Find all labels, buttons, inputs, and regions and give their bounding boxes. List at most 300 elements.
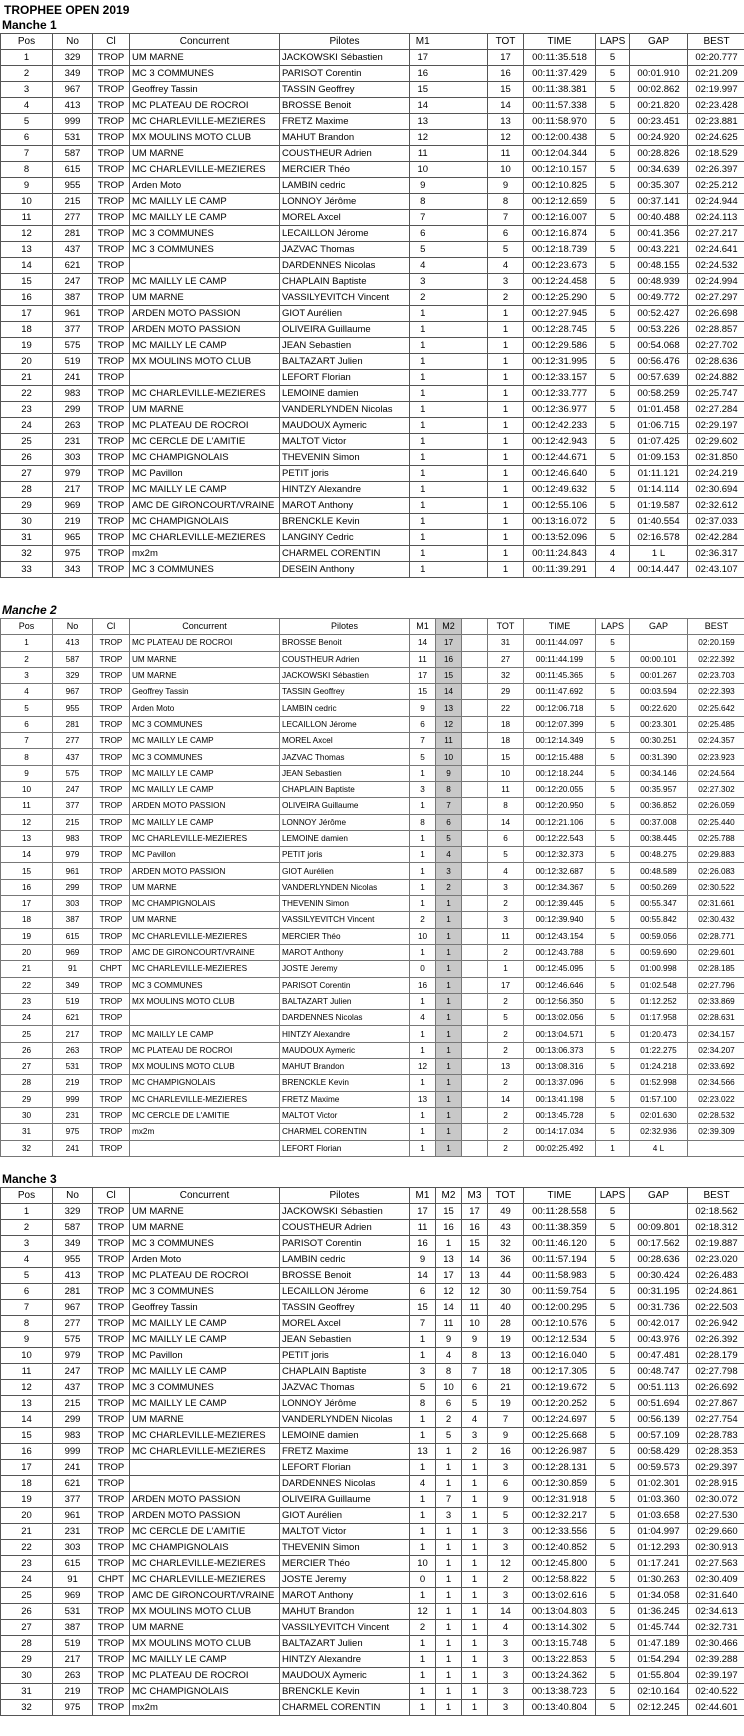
cell-m1: 1 (410, 1524, 436, 1540)
cell-m3: 6 (462, 1380, 488, 1396)
cell-tot: 36 (488, 1252, 524, 1268)
cell-best: 02:22.392 (688, 651, 744, 667)
cell-pos: 5 (1, 700, 53, 716)
cell-tot: 15 (488, 749, 524, 765)
cell-best: 02:42.284 (688, 530, 744, 546)
cell-time: 00:12:20.252 (524, 1396, 596, 1412)
cell-m3 (462, 354, 488, 370)
cell-tot: 3 (488, 1700, 524, 1716)
cell-best: 02:18.529 (688, 146, 744, 162)
table-row (1, 1332, 744, 1348)
cell-concurrent: MC CERCLE DE L'AMITIE (130, 1107, 280, 1123)
cell-best: 02:28.857 (688, 322, 744, 338)
cell-cl: TROP (93, 1124, 130, 1140)
cell-best: 02:26.698 (688, 306, 744, 322)
cell-best: 02:27.796 (688, 977, 744, 993)
cell-m2: 1 (436, 961, 462, 977)
cell-no: 377 (53, 798, 93, 814)
cell-best: 02:43.107 (688, 562, 744, 578)
cell-tot: 31 (488, 635, 524, 651)
cell-best: 02:24.994 (688, 274, 744, 290)
cell-m1: 1 (410, 1428, 436, 1444)
cell-gap: 00:35.957 (630, 781, 688, 797)
cell-time: 00:12:26.987 (524, 1444, 596, 1460)
cell-best: 02:23.923 (688, 749, 744, 765)
cell-pilotes: PETIT joris (280, 466, 410, 482)
cell-cl: TROP (93, 1236, 130, 1252)
cell-no: 975 (53, 1124, 93, 1140)
cell-m3 (462, 1124, 488, 1140)
cell-gap: 00:43.221 (630, 242, 688, 258)
cell-time: 00:12:00.295 (524, 1300, 596, 1316)
cell-m1: 15 (410, 1300, 436, 1316)
cell-m3 (462, 847, 488, 863)
cell-laps: 5 (596, 863, 630, 879)
cell-pilotes: LAMBIN cedric (280, 1252, 410, 1268)
cell-cl: TROP (93, 146, 130, 162)
cell-tot: 30 (488, 1284, 524, 1300)
cell-m3: 10 (462, 1316, 488, 1332)
cell-cl: TROP (93, 716, 130, 732)
header-m2 (436, 34, 462, 50)
cell-cl: TROP (93, 370, 130, 386)
cell-laps: 5 (596, 1572, 630, 1588)
cell-pilotes: TASSIN Geoffrey (280, 1300, 410, 1316)
cell-m3: 1 (462, 1476, 488, 1492)
cell-gap (630, 1204, 688, 1220)
cell-laps: 5 (596, 82, 630, 98)
cell-pilotes: FRETZ Maxime (280, 1444, 410, 1460)
cell-time: 00:11:24.843 (524, 546, 596, 562)
cell-pilotes: MALTOT Victor (280, 1524, 410, 1540)
cell-pilotes: TASSIN Geoffrey (280, 684, 410, 700)
cell-time: 00:13:24.362 (524, 1668, 596, 1684)
cell-no: 387 (53, 1620, 93, 1636)
cell-gap: 00:48.747 (630, 1364, 688, 1380)
cell-m2 (436, 498, 462, 514)
cell-no: 437 (53, 1380, 93, 1396)
cell-best: 02:23.428 (688, 98, 744, 114)
cell-cl: TROP (93, 1332, 130, 1348)
cell-tot: 19 (488, 1396, 524, 1412)
cell-cl: TROP (93, 194, 130, 210)
cell-m3 (462, 928, 488, 944)
cell-laps: 5 (596, 1075, 630, 1091)
cell-m1: 1 (410, 847, 436, 863)
cell-tot: 1 (488, 386, 524, 402)
cell-laps: 5 (596, 1396, 630, 1412)
cell-time: 00:12:32.687 (524, 863, 596, 879)
cell-cl: TROP (93, 322, 130, 338)
cell-m2: 1 (436, 1620, 462, 1636)
cell-concurrent: AMC DE GIRONCOURT/VRAINE (130, 944, 280, 960)
cell-time: 00:13:14.302 (524, 1620, 596, 1636)
cell-m3 (462, 338, 488, 354)
table-row (1, 1124, 744, 1140)
cell-m2: 17 (436, 635, 462, 651)
cell-no: 277 (53, 210, 93, 226)
cell-time: 00:11:58.983 (524, 1268, 596, 1284)
cell-gap: 01:09.153 (630, 450, 688, 466)
cell-m1: 14 (410, 1268, 436, 1284)
cell-pos: 13 (1, 1396, 53, 1412)
cell-laps: 5 (596, 274, 630, 290)
cell-m2 (436, 258, 462, 274)
cell-m2: 15 (436, 1204, 462, 1220)
cell-no: 413 (53, 98, 93, 114)
cell-pos: 21 (1, 961, 53, 977)
cell-laps: 4 (596, 562, 630, 578)
header-concurrent: Concurrent (130, 1188, 280, 1204)
cell-pilotes: HINTZY Alexandre (280, 1652, 410, 1668)
cell-no: 217 (53, 482, 93, 498)
cell-pilotes: BROSSE Benoit (280, 635, 410, 651)
cell-concurrent: mx2m (130, 1124, 280, 1140)
cell-concurrent: UM MARNE (130, 912, 280, 928)
header-no: No (53, 1188, 93, 1204)
cell-cl: TROP (93, 1684, 130, 1700)
cell-laps: 5 (596, 1412, 630, 1428)
table-row (1, 716, 744, 732)
cell-cl: TROP (93, 1042, 130, 1058)
cell-pos: 19 (1, 928, 53, 944)
cell-no: 961 (53, 863, 93, 879)
cell-m2: 1 (436, 1107, 462, 1123)
table-row (1, 1668, 744, 1684)
cell-cl: TROP (93, 1540, 130, 1556)
cell-pos: 23 (1, 402, 53, 418)
cell-gap: 00:01.267 (630, 667, 688, 683)
table-row (1, 1220, 744, 1236)
cell-cl: TROP (93, 258, 130, 274)
table-row (1, 1444, 744, 1460)
cell-tot: 3 (488, 1460, 524, 1476)
cell-m3: 9 (462, 1332, 488, 1348)
cell-time: 00:13:22.853 (524, 1652, 596, 1668)
cell-pos: 7 (1, 1300, 53, 1316)
cell-cl: TROP (93, 733, 130, 749)
header-laps: LAPS (596, 619, 630, 635)
cell-m1: 7 (410, 733, 436, 749)
cell-laps: 5 (596, 1332, 630, 1348)
cell-no: 343 (53, 562, 93, 578)
cell-m2 (436, 338, 462, 354)
cell-pilotes: VASSILYEVITCH Vincent (280, 1620, 410, 1636)
cell-no: 91 (53, 961, 93, 977)
header-best: BEST (688, 34, 744, 50)
cell-time: 00:12:34.367 (524, 879, 596, 895)
cell-time: 00:12:55.106 (524, 498, 596, 514)
cell-best: 02:24.625 (688, 130, 744, 146)
cell-time: 00:12:32.373 (524, 847, 596, 863)
cell-best: 02:23.881 (688, 114, 744, 130)
cell-no: 413 (53, 635, 93, 651)
cell-best: 02:26.392 (688, 1332, 744, 1348)
table-header-row (1, 34, 744, 50)
cell-laps: 5 (596, 178, 630, 194)
cell-pilotes: TASSIN Geoffrey (280, 82, 410, 98)
cell-tot: 2 (488, 1075, 524, 1091)
cell-cl: TROP (93, 498, 130, 514)
cell-time: 00:12:27.945 (524, 306, 596, 322)
cell-pos: 14 (1, 1412, 53, 1428)
cell-no: 349 (53, 1236, 93, 1252)
cell-no: 983 (53, 830, 93, 846)
cell-gap: 00:42.017 (630, 1316, 688, 1332)
cell-gap: 00:23.451 (630, 114, 688, 130)
cell-best: 02:34.613 (688, 1604, 744, 1620)
cell-laps: 5 (596, 667, 630, 683)
cell-best: 02:24.357 (688, 733, 744, 749)
cell-cl: TROP (93, 210, 130, 226)
cell-m1: 1 (410, 338, 436, 354)
cell-tot: 13 (488, 1348, 524, 1364)
cell-m2: 1 (436, 1010, 462, 1026)
cell-no: 955 (53, 1252, 93, 1268)
cell-m2: 1 (436, 944, 462, 960)
cell-m2 (436, 82, 462, 98)
cell-no: 231 (53, 434, 93, 450)
cell-m3 (462, 700, 488, 716)
cell-pos: 13 (1, 242, 53, 258)
cell-no: 329 (53, 667, 93, 683)
cell-pos: 30 (1, 1668, 53, 1684)
cell-best: 02:29.601 (688, 944, 744, 960)
cell-time: 00:12:33.556 (524, 1524, 596, 1540)
cell-best: 02:27.284 (688, 402, 744, 418)
table-row (1, 1284, 744, 1300)
cell-gap: 00:51.694 (630, 1396, 688, 1412)
cell-best: 02:20.159 (688, 635, 744, 651)
cell-best: 02:36.317 (688, 546, 744, 562)
cell-m1: 5 (410, 242, 436, 258)
cell-best: 02:26.397 (688, 162, 744, 178)
cell-tot: 6 (488, 1476, 524, 1492)
cell-best: 02:24.219 (688, 466, 744, 482)
cell-time: 00:12:45.800 (524, 1556, 596, 1572)
cell-m1: 1 (410, 306, 436, 322)
table-row (1, 290, 744, 306)
cell-m1: 1 (410, 879, 436, 895)
cell-best: 02:39.197 (688, 1668, 744, 1684)
cell-gap: 00:21.820 (630, 98, 688, 114)
cell-m2 (436, 50, 462, 66)
cell-laps: 5 (596, 1428, 630, 1444)
cell-m1: 1 (410, 450, 436, 466)
cell-m1: 1 (410, 322, 436, 338)
table-row (1, 402, 744, 418)
cell-cl: TROP (93, 1476, 130, 1492)
cell-no: 329 (53, 1204, 93, 1220)
cell-m1: 4 (410, 258, 436, 274)
cell-m3 (462, 879, 488, 895)
cell-concurrent: MC PLATEAU DE ROCROI (130, 1042, 280, 1058)
cell-concurrent: UM MARNE (130, 651, 280, 667)
cell-concurrent: mx2m (130, 546, 280, 562)
cell-m2: 1 (436, 1652, 462, 1668)
cell-tot: 8 (488, 798, 524, 814)
cell-pilotes: BRENCKLE Kevin (280, 514, 410, 530)
cell-m3 (462, 798, 488, 814)
cell-tot: 2 (488, 1026, 524, 1042)
cell-m2 (436, 322, 462, 338)
cell-m2 (436, 450, 462, 466)
cell-m1: 7 (410, 1316, 436, 1332)
header-cl: Cl (93, 619, 130, 635)
cell-m3 (462, 402, 488, 418)
cell-m3 (462, 82, 488, 98)
cell-laps: 5 (596, 242, 630, 258)
cell-concurrent: Arden Moto (130, 178, 280, 194)
table-row (1, 1556, 744, 1572)
cell-m1: 16 (410, 977, 436, 993)
cell-tot: 3 (488, 1636, 524, 1652)
cell-tot: 32 (488, 1236, 524, 1252)
cell-m1: 1 (410, 896, 436, 912)
cell-pilotes: GIOT Aurélien (280, 863, 410, 879)
cell-time: 00:12:04.344 (524, 146, 596, 162)
cell-laps: 5 (596, 749, 630, 765)
cell-pilotes: LEFORT Florian (280, 1460, 410, 1476)
cell-pos: 7 (1, 146, 53, 162)
table-row (1, 1428, 744, 1444)
cell-tot: 3 (488, 912, 524, 928)
cell-laps: 5 (596, 50, 630, 66)
cell-best: 02:24.882 (688, 370, 744, 386)
cell-pos: 21 (1, 1524, 53, 1540)
cell-tot: 1 (488, 306, 524, 322)
cell-m2: 9 (436, 765, 462, 781)
cell-cl: TROP (93, 1668, 130, 1684)
cell-m3 (462, 912, 488, 928)
cell-m2: 8 (436, 781, 462, 797)
cell-cl: TROP (93, 944, 130, 960)
header-m2: M2 (436, 619, 462, 635)
cell-pos: 1 (1, 50, 53, 66)
cell-pilotes: MOREL Axcel (280, 733, 410, 749)
cell-m2: 3 (436, 863, 462, 879)
cell-m2: 1 (436, 1668, 462, 1684)
cell-laps: 5 (596, 434, 630, 450)
cell-pilotes: JAZVAC Thomas (280, 242, 410, 258)
cell-gap: 00:54.068 (630, 338, 688, 354)
cell-gap: 01:24.218 (630, 1059, 688, 1075)
cell-tot: 2 (488, 896, 524, 912)
header-m2: M2 (436, 1188, 462, 1204)
table-row (1, 1316, 744, 1332)
cell-pos: 20 (1, 1508, 53, 1524)
cell-cl: TROP (93, 1252, 130, 1268)
cell-cl: TROP (93, 1444, 130, 1460)
cell-time: 00:12:40.852 (524, 1540, 596, 1556)
cell-tot: 32 (488, 667, 524, 683)
cell-m3: 1 (462, 1492, 488, 1508)
cell-time: 00:13:06.373 (524, 1042, 596, 1058)
cell-cl: TROP (93, 434, 130, 450)
cell-best: 02:33.692 (688, 1059, 744, 1075)
cell-pos: 11 (1, 798, 53, 814)
table-row (1, 847, 744, 863)
cell-pilotes: MAHUT Brandon (280, 1059, 410, 1075)
cell-m1: 13 (410, 1444, 436, 1460)
cell-m1: 1 (410, 1075, 436, 1091)
cell-m2: 2 (436, 1412, 462, 1428)
cell-m3 (462, 863, 488, 879)
cell-time: 00:12:18.244 (524, 765, 596, 781)
table-row (1, 482, 744, 498)
table-row (1, 684, 744, 700)
cell-no: 615 (53, 162, 93, 178)
table-row (1, 1300, 744, 1316)
cell-concurrent: MC CHARLEVILLE-MEZIERES (130, 961, 280, 977)
cell-m2: 1 (436, 1604, 462, 1620)
cell-tot: 13 (488, 114, 524, 130)
manche-3-section (0, 1172, 744, 1716)
cell-tot: 11 (488, 928, 524, 944)
cell-laps: 5 (596, 146, 630, 162)
cell-time: 00:11:45.365 (524, 667, 596, 683)
cell-laps: 5 (596, 1300, 630, 1316)
cell-pilotes: JOSTE Jeremy (280, 1572, 410, 1588)
cell-no: 531 (53, 130, 93, 146)
cell-no: 303 (53, 1540, 93, 1556)
cell-tot: 1 (488, 402, 524, 418)
cell-m2: 6 (436, 1396, 462, 1412)
cell-best: 02:24.532 (688, 258, 744, 274)
cell-m2: 1 (436, 1636, 462, 1652)
cell-best: 02:44.601 (688, 1700, 744, 1716)
table-row (1, 700, 744, 716)
cell-best: 02:30.432 (688, 912, 744, 928)
cell-pilotes: COUSTHEUR Adrien (280, 146, 410, 162)
cell-pos: 9 (1, 765, 53, 781)
cell-pilotes: DARDENNES Nicolas (280, 258, 410, 274)
cell-m3 (462, 651, 488, 667)
cell-cl: TROP (93, 1636, 130, 1652)
cell-no: 575 (53, 338, 93, 354)
cell-no: 217 (53, 1652, 93, 1668)
table-row (1, 1604, 744, 1620)
cell-time: 00:11:57.338 (524, 98, 596, 114)
cell-no: 241 (53, 1460, 93, 1476)
cell-best: 02:26.692 (688, 1380, 744, 1396)
table-row (1, 863, 744, 879)
document-title: TROPHEE OPEN 2019 (4, 3, 130, 17)
table-row (1, 896, 744, 912)
cell-tot: 4 (488, 863, 524, 879)
cell-m1: 14 (410, 635, 436, 651)
cell-m2: 4 (436, 847, 462, 863)
cell-pilotes: GIOT Aurélien (280, 1508, 410, 1524)
cell-no: 587 (53, 1220, 93, 1236)
cell-best: 02:27.563 (688, 1556, 744, 1572)
cell-gap (630, 635, 688, 651)
table-row (1, 274, 744, 290)
cell-gap: 01:36.245 (630, 1604, 688, 1620)
cell-m3: 8 (462, 1348, 488, 1364)
cell-gap: 00:37.008 (630, 814, 688, 830)
cell-m1: 16 (410, 1236, 436, 1252)
cell-pos: 27 (1, 1620, 53, 1636)
cell-no: 955 (53, 178, 93, 194)
cell-tot: 9 (488, 1428, 524, 1444)
cell-pilotes: BROSSE Benoit (280, 1268, 410, 1284)
cell-no: 91 (53, 1572, 93, 1588)
cell-best: 02:19.997 (688, 82, 744, 98)
cell-pilotes: LECAILLON Jérome (280, 716, 410, 732)
cell-concurrent: Geoffrey Tassin (130, 82, 280, 98)
cell-best: 02:29.883 (688, 847, 744, 863)
